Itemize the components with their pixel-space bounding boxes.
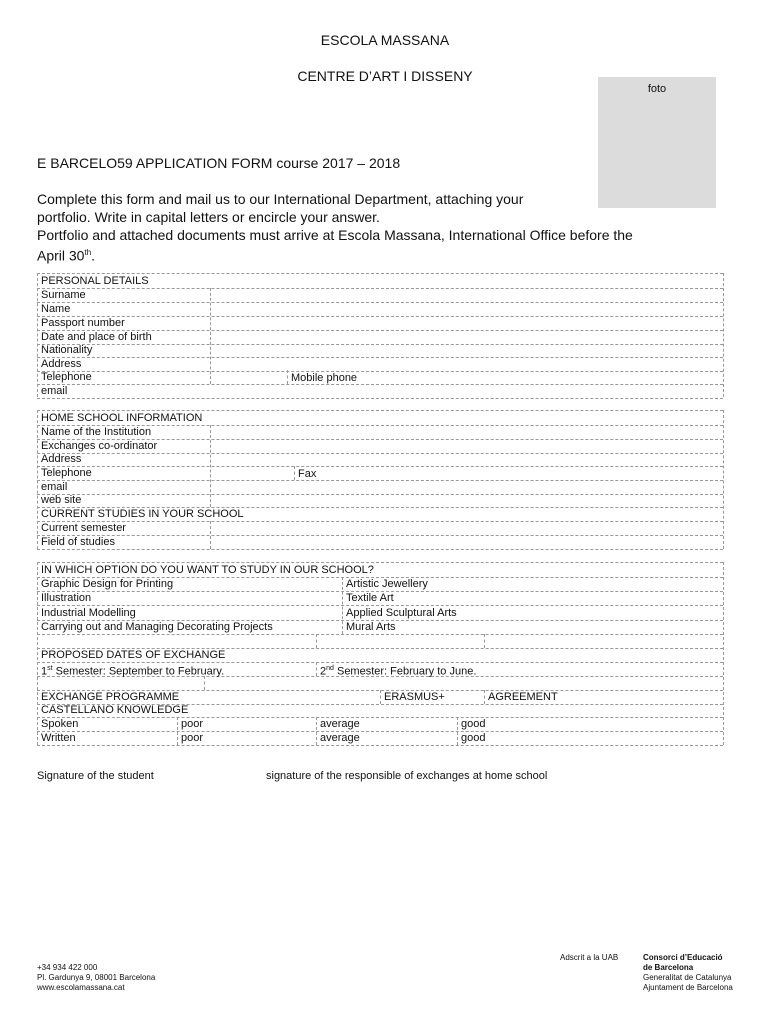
- option-mural-arts[interactable]: Mural Arts: [346, 621, 396, 633]
- website-label: web site: [41, 494, 82, 506]
- option-textile-art[interactable]: Textile Art: [346, 592, 394, 604]
- spoken-label: Spoken: [41, 718, 79, 730]
- nationality-label: Nationality: [41, 344, 93, 356]
- table-border: [723, 410, 724, 549]
- section-heading: PERSONAL DETAILS: [41, 275, 149, 287]
- table-divider: [204, 676, 205, 690]
- erasmus-option[interactable]: ERASMUS+: [384, 691, 445, 703]
- spoken-poor-option[interactable]: poor: [181, 718, 204, 730]
- name-row[interactable]: [37, 302, 723, 317]
- consorci-line: Consorci d’Educació: [643, 953, 723, 962]
- section-heading: CURRENT STUDIES IN YOUR SCHOOL: [41, 508, 244, 520]
- written-average-option[interactable]: average: [320, 732, 360, 744]
- second-semester-text: Semester: February to June.: [333, 665, 477, 678]
- option-sculptural-arts[interactable]: Applied Sculptural Arts: [346, 607, 457, 619]
- intro-line: Portfolio and attached documents must arrive at Escola Massana, International Office before the: [37, 227, 633, 243]
- footer-web[interactable]: www.escolamassana.cat: [37, 983, 125, 992]
- section-heading: HOME SCHOOL INFORMATION: [41, 412, 203, 424]
- table-divider: [484, 690, 485, 704]
- table-divider: [316, 662, 317, 676]
- email-label: email: [41, 385, 68, 397]
- section-heading: PROPOSED DATES OF EXCHANGE: [41, 649, 226, 661]
- responsible-signature-label: signature of the responsible of exchanges at home school: [266, 770, 548, 782]
- option-industrial-modelling[interactable]: Industrial Modelling: [41, 607, 136, 619]
- intro-text: April 30: [37, 247, 85, 264]
- semester-label: Current semester: [41, 522, 126, 534]
- telephone-label: Telephone: [41, 371, 92, 383]
- student-signature-label: Signature of the student: [37, 770, 154, 782]
- consorci-line: de Barcelona: [643, 963, 694, 972]
- dates-heading-row: [37, 648, 723, 663]
- table-border: [723, 273, 724, 397]
- option-artistic-jewellery[interactable]: Artistic Jewellery: [346, 578, 428, 590]
- options-heading-row: [37, 563, 723, 578]
- email-label: email: [41, 481, 68, 493]
- exchange-programme-label: EXCHANGE PROGRAMME: [41, 691, 180, 703]
- surname-label: Surname: [41, 289, 86, 301]
- coordinator-label: Exchanges co-ordinator: [41, 440, 158, 452]
- table-divider: [457, 717, 458, 745]
- consorci-logo: [643, 953, 733, 993]
- school-name: ESCOLA MASSANA: [320, 32, 450, 48]
- spacer-row: [37, 676, 723, 691]
- field-label: Field of studies: [41, 536, 115, 548]
- first-semester-text: Semester: September to February.: [52, 665, 225, 678]
- semester-row[interactable]: [37, 521, 723, 536]
- institution-label: Name of the Institution: [41, 426, 152, 438]
- spacer-row: [37, 634, 723, 649]
- written-good-option[interactable]: good: [461, 732, 486, 744]
- ajuntament-line: Ajuntament de Barcelona: [643, 983, 733, 992]
- table-divider: [316, 717, 317, 745]
- centre-name: CENTRE D’ART I DISSENY: [297, 68, 473, 84]
- table-divider: [177, 717, 178, 745]
- section-heading: CASTELLANO KNOWLEDGE: [41, 704, 189, 716]
- nationality-row[interactable]: [37, 343, 723, 358]
- footer-address: Pl. Gardunya 9, 08001 Barcelona: [37, 973, 156, 982]
- second-semester-sup: nd: [326, 665, 334, 672]
- section-heading: IN WHICH OPTION DO YOU WANT TO STUDY IN OUR SCHOOL?: [41, 564, 374, 576]
- telephone-label: Telephone: [41, 467, 92, 479]
- second-semester-num: 2: [320, 665, 327, 678]
- footer-contact: [37, 963, 155, 993]
- home-address-row[interactable]: [37, 452, 723, 467]
- intro-line: Complete this form and mail us to our International Department, attaching your: [37, 191, 524, 207]
- spoken-row: [37, 717, 723, 732]
- footer-adscrit: Adscrit a la UAB: [560, 953, 619, 962]
- first-semester-sup: st: [47, 665, 53, 672]
- written-row: [37, 731, 723, 746]
- personal-heading-row: [37, 274, 723, 289]
- form-title: E BARCELO59 APPLICATION FORM course 2017 – 2018: [37, 155, 401, 171]
- intro-line: [37, 244, 727, 265]
- institution-row[interactable]: [37, 425, 723, 440]
- table-divider: [484, 634, 485, 648]
- passport-label: Passport number: [41, 317, 125, 329]
- castellano-heading-row: [37, 703, 723, 718]
- photo-box[interactable]: [598, 77, 716, 208]
- studies-heading-row: [37, 507, 723, 522]
- mobile-label: Mobile phone: [291, 372, 358, 384]
- footer-phone: +34 934 422 000: [37, 963, 98, 972]
- birth-label: Date and place of birth: [41, 331, 152, 343]
- table-divider: [380, 690, 381, 704]
- website-row[interactable]: [37, 493, 723, 508]
- agreement-option[interactable]: AGREEMENT: [488, 691, 558, 703]
- address-label: Address: [41, 358, 82, 370]
- home-heading-row: [37, 411, 723, 426]
- generalitat-line: Generalitat de Catalunya: [643, 973, 732, 982]
- photo-label: foto: [647, 83, 667, 95]
- home-telephone-row[interactable]: [37, 466, 723, 481]
- spoken-good-option[interactable]: good: [461, 718, 486, 730]
- first-semester-num: 1: [41, 665, 48, 678]
- spoken-average-option[interactable]: average: [320, 718, 360, 730]
- option-illustration[interactable]: Illustration: [41, 592, 92, 604]
- name-label: Name: [41, 303, 71, 315]
- address-label: Address: [41, 453, 82, 465]
- telephone-row[interactable]: [37, 370, 723, 385]
- form-intro: [37, 190, 727, 265]
- intro-sup: th: [84, 248, 92, 257]
- fax-label: Fax: [298, 468, 317, 480]
- option-decorating-projects[interactable]: Carrying out and Managing Decorating Projects: [41, 621, 273, 633]
- table-border: [723, 562, 724, 745]
- table-divider: [316, 634, 317, 648]
- option-graphic-design[interactable]: Graphic Design for Printing: [41, 578, 174, 590]
- written-label: Written: [41, 732, 76, 744]
- intro-text: .: [91, 247, 96, 264]
- written-poor-option[interactable]: poor: [181, 732, 204, 744]
- field-row[interactable]: [37, 535, 723, 550]
- passport-row[interactable]: [37, 316, 723, 331]
- email-row[interactable]: [37, 384, 723, 399]
- surname-row[interactable]: [37, 288, 723, 303]
- intro-line: portfolio. Write in capital letters or encircle your answer.: [37, 209, 380, 225]
